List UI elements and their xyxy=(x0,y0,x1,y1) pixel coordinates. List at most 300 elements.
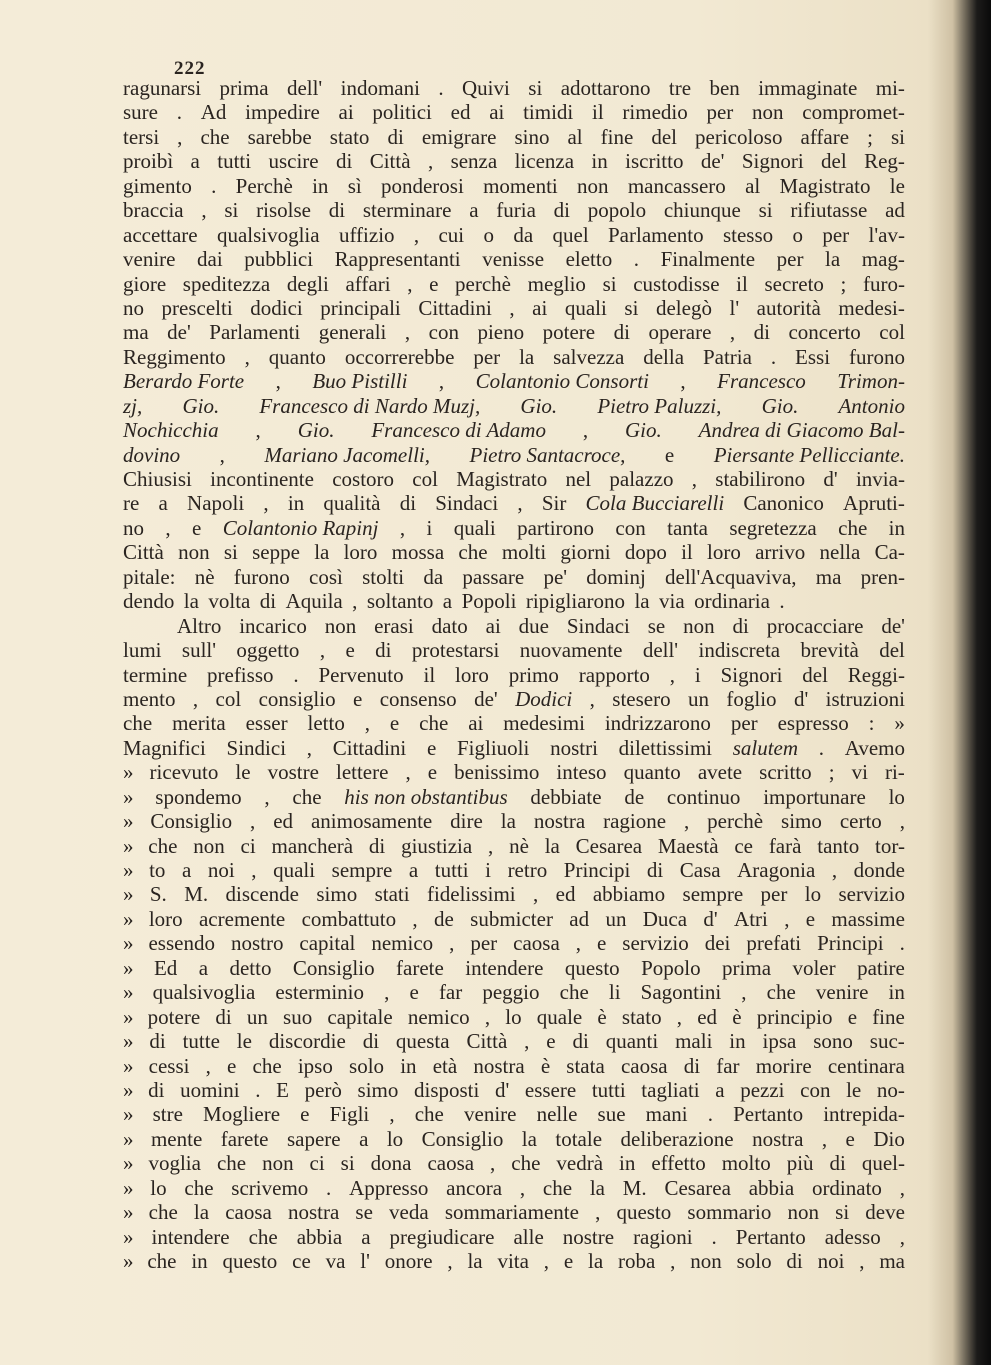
word: , xyxy=(519,1175,526,1200)
word: in xyxy=(400,1053,417,1078)
word: , xyxy=(165,515,171,540)
word: potere xyxy=(147,1004,201,1029)
word: essere xyxy=(524,1077,577,1102)
text-line xyxy=(123,272,905,296)
word: zj, xyxy=(123,393,143,418)
word: dai xyxy=(197,247,223,272)
word: eletto xyxy=(565,247,613,272)
word: Ed xyxy=(153,955,178,980)
word: , xyxy=(251,858,257,882)
word: la xyxy=(193,1200,210,1225)
word: Gio. xyxy=(625,418,662,443)
text-line xyxy=(123,1225,905,1249)
word: adesso xyxy=(824,1224,881,1249)
word: morire xyxy=(755,1053,812,1078)
word: sì xyxy=(347,173,362,198)
word: inteso xyxy=(556,760,607,785)
word: via xyxy=(659,589,685,614)
word: Ad xyxy=(200,100,227,125)
word: tor- xyxy=(875,833,905,858)
word: in xyxy=(619,1151,636,1176)
word: , xyxy=(412,906,418,931)
word: to xyxy=(149,858,166,882)
word: medesi- xyxy=(838,295,905,320)
word: così xyxy=(309,564,343,589)
word: ce xyxy=(292,1249,311,1273)
word: Francesco di Nardo Muzj, xyxy=(259,393,481,418)
word: lo xyxy=(804,882,822,907)
word: Quivi xyxy=(462,76,510,100)
word: cessi xyxy=(148,1053,190,1078)
word: . xyxy=(818,735,824,760)
word: ce xyxy=(734,833,754,858)
word: noi xyxy=(207,858,235,882)
word: un xyxy=(605,906,627,931)
text-line xyxy=(123,1029,905,1053)
word: che xyxy=(458,540,488,565)
word: per xyxy=(706,100,734,125)
word: la xyxy=(519,344,535,369)
word: l' xyxy=(729,295,740,320)
word: la xyxy=(825,247,841,272)
word: li xyxy=(608,980,621,1005)
word: non xyxy=(577,173,609,198)
word: Magistrato xyxy=(779,173,871,198)
word: un xyxy=(246,1004,268,1029)
word: venire xyxy=(123,247,176,272)
word: Principi xyxy=(563,858,631,882)
word: più xyxy=(786,1151,814,1176)
word: » xyxy=(123,1102,133,1127)
word: re xyxy=(123,491,140,516)
text-line xyxy=(123,394,905,418)
word: » xyxy=(894,711,905,736)
word: e xyxy=(847,1004,858,1029)
word: l' xyxy=(360,1249,370,1273)
word: istruzioni xyxy=(825,686,905,711)
word: indomani xyxy=(340,76,420,100)
word: non xyxy=(324,613,357,638)
word: rimedio xyxy=(622,100,688,125)
word: per xyxy=(760,882,788,907)
word: dell' xyxy=(642,638,679,663)
word: roba xyxy=(618,1249,656,1273)
word: caosa xyxy=(513,931,560,956)
word: » xyxy=(123,1053,133,1078)
word: Colantonio Rapinj xyxy=(222,515,379,540)
word: vostre xyxy=(267,760,319,785)
word: Pietro Paluzzi, xyxy=(597,393,722,418)
word: , xyxy=(219,442,225,467)
word: col xyxy=(215,686,242,711)
word: ai xyxy=(468,711,484,736)
word: combattuto xyxy=(301,906,397,931)
word: lo xyxy=(888,784,905,809)
word: i xyxy=(694,662,701,687)
word: qualità xyxy=(323,491,381,516)
word: dominj xyxy=(586,564,646,589)
word: intendere xyxy=(465,955,544,980)
word: è xyxy=(597,1004,607,1029)
word: dei xyxy=(704,931,731,956)
word: . xyxy=(770,344,777,369)
word: ri- xyxy=(884,760,905,785)
word: col xyxy=(412,467,438,491)
word: , xyxy=(250,809,256,834)
word: a xyxy=(442,589,453,614)
word: l'av- xyxy=(868,222,905,247)
word: che xyxy=(419,711,449,736)
word: ma xyxy=(815,564,842,589)
word: partirono xyxy=(517,515,595,540)
word: » xyxy=(123,1029,133,1054)
word: , xyxy=(582,418,589,443)
word: degli xyxy=(286,271,329,296)
word: immaginate xyxy=(758,76,858,100)
word: , xyxy=(405,760,411,785)
text-line xyxy=(123,516,905,540)
word: pericoloso xyxy=(695,124,783,149)
word: passare xyxy=(462,564,525,589)
word: mi- xyxy=(875,76,905,100)
word: ed xyxy=(697,1004,718,1029)
word: lo xyxy=(150,1175,167,1200)
word: caosa xyxy=(225,1200,272,1225)
word: in xyxy=(591,149,608,174)
word: Cittadini xyxy=(418,295,492,320)
word: o xyxy=(483,222,494,247)
word: Pertanto xyxy=(735,1224,806,1249)
word: di xyxy=(375,638,392,663)
word: Consiglio xyxy=(292,955,375,980)
word: stesero xyxy=(612,686,671,711)
word: continuo xyxy=(666,784,741,809)
word: , xyxy=(255,418,261,443)
word: , xyxy=(404,320,411,345)
word: . xyxy=(633,247,640,272)
word: iscritto xyxy=(625,149,684,174)
word: di xyxy=(259,589,277,614)
text-line xyxy=(123,760,905,784)
word: giustizia xyxy=(401,833,473,858)
word: » xyxy=(123,906,133,931)
word: , xyxy=(205,1053,211,1078)
word: farà xyxy=(768,833,802,858)
word: mento xyxy=(123,686,176,711)
word: Popoli xyxy=(461,589,517,614)
word: , xyxy=(490,1151,496,1176)
word: dendo xyxy=(123,589,175,614)
word: arrivo xyxy=(755,540,806,565)
word: pregiudicare xyxy=(389,1224,495,1249)
word: Gio. xyxy=(297,418,335,443)
word: donde xyxy=(853,858,905,882)
word: mag- xyxy=(861,247,905,272)
word: servizio xyxy=(838,882,905,907)
word: da xyxy=(423,564,444,589)
word: Antonio xyxy=(838,393,905,418)
word: , xyxy=(488,833,494,858)
word: ed xyxy=(450,100,471,125)
word: , xyxy=(729,320,736,345)
text-line xyxy=(123,418,905,442)
word: vita xyxy=(497,1249,529,1273)
word: sue xyxy=(597,1102,626,1127)
word: de' xyxy=(881,613,905,638)
text-line xyxy=(123,687,905,711)
word: scritto xyxy=(759,760,812,785)
word: tre xyxy=(668,76,692,100)
word: , xyxy=(427,149,434,174)
word: suc- xyxy=(869,1029,905,1054)
word: peggio xyxy=(482,980,540,1005)
word: esser xyxy=(245,711,288,736)
word: foglio xyxy=(726,686,777,711)
word: tutti xyxy=(434,858,469,882)
word: Chiusisi xyxy=(123,467,192,491)
word: di xyxy=(149,1029,166,1054)
word: submicter xyxy=(470,906,553,931)
word: volta xyxy=(208,589,251,614)
word: ma xyxy=(123,320,149,345)
word: tutte xyxy=(182,1029,220,1054)
text-line xyxy=(123,858,905,882)
word: Cesarea xyxy=(664,1175,731,1200)
word: nostra xyxy=(287,1200,340,1225)
text-line xyxy=(123,149,905,173)
word: in xyxy=(729,1029,746,1054)
word: Casa xyxy=(679,858,721,882)
word: nè xyxy=(509,833,529,858)
word: » xyxy=(123,882,133,907)
word: » xyxy=(123,1126,133,1151)
word: Essi xyxy=(795,344,831,369)
word: Sir xyxy=(541,491,567,516)
word: Cittadini xyxy=(332,735,407,760)
word: Magistrato xyxy=(456,467,548,491)
word: quali xyxy=(453,515,496,540)
word: Apruti- xyxy=(843,491,905,516)
word: adottarono xyxy=(560,76,651,100)
word: deve xyxy=(865,1200,905,1225)
word: uscire xyxy=(268,149,319,174)
word: si xyxy=(224,198,239,223)
word: no xyxy=(123,295,144,320)
word: Pertanto xyxy=(733,1102,804,1127)
word: al xyxy=(567,124,583,149)
word: esterminio xyxy=(275,980,365,1005)
word: tanto xyxy=(817,833,860,858)
word: Dodici xyxy=(515,686,573,711)
word: dopo xyxy=(624,540,667,565)
word: consenso xyxy=(379,686,457,711)
word: che xyxy=(511,1151,541,1176)
word: soltanto xyxy=(366,589,434,614)
word: , xyxy=(784,906,790,931)
word: retro xyxy=(507,858,548,882)
word: ripigliarono xyxy=(525,589,626,614)
word: nostra xyxy=(533,809,586,834)
word: di xyxy=(148,1077,165,1102)
word: rapporto xyxy=(578,662,650,687)
word: termine xyxy=(123,662,188,687)
word: E xyxy=(276,1077,289,1102)
text-line xyxy=(123,711,905,735)
word: mani xyxy=(645,1102,688,1127)
word: molti xyxy=(501,540,547,565)
word: de' xyxy=(474,686,498,711)
word: , xyxy=(201,198,207,223)
word: . xyxy=(293,662,299,687)
word: animosamente xyxy=(310,809,433,834)
word: Maestà xyxy=(657,833,719,858)
word: la xyxy=(467,1249,483,1273)
word: a xyxy=(715,1077,725,1102)
word: sure xyxy=(123,100,158,125)
word: Aragonia xyxy=(737,858,816,882)
text-line xyxy=(123,736,905,760)
word: nostro xyxy=(230,931,284,956)
word: emigrare xyxy=(421,124,497,149)
text-line xyxy=(123,980,905,1004)
word: » xyxy=(123,1004,133,1029)
word: per xyxy=(730,711,758,736)
word: noi xyxy=(817,1249,845,1273)
word: il xyxy=(681,540,693,565)
text-line xyxy=(123,1054,905,1078)
word: » xyxy=(123,931,133,956)
word: espresso xyxy=(777,711,849,736)
word: avete xyxy=(697,760,743,785)
word: his non obstantibus xyxy=(344,784,508,809)
word: sempre xyxy=(331,858,393,882)
word: nostre xyxy=(562,1224,615,1249)
word: quel xyxy=(552,222,589,247)
word: dell' xyxy=(286,76,323,100)
word: sarebbe xyxy=(247,124,312,149)
word: d' xyxy=(494,1077,510,1102)
word: simo xyxy=(357,1077,399,1102)
word: principali xyxy=(320,295,401,320)
word: , xyxy=(517,491,523,516)
word: di xyxy=(336,149,353,174)
word: servizio xyxy=(622,931,689,956)
word: discordie xyxy=(268,1029,346,1054)
word: si xyxy=(602,271,617,296)
word: di xyxy=(399,491,417,516)
word: ipso xyxy=(297,1053,333,1078)
text-line xyxy=(123,369,905,393)
word: , xyxy=(741,980,747,1005)
word: Signori xyxy=(720,662,783,687)
word: , xyxy=(595,1200,601,1225)
word: accettare xyxy=(123,222,198,247)
word: sino xyxy=(514,124,550,149)
word: furono xyxy=(848,344,905,369)
word: stata xyxy=(566,1053,605,1078)
word: » xyxy=(123,1200,133,1225)
word: e xyxy=(192,515,202,540)
word: è xyxy=(732,1004,742,1029)
word: , xyxy=(438,369,445,394)
word: salvezza xyxy=(553,344,625,369)
word: ponderosi xyxy=(380,173,464,198)
word: Pervenuto xyxy=(318,662,404,687)
word: e xyxy=(546,1029,556,1054)
word: non xyxy=(683,613,715,638)
text-line xyxy=(123,1176,905,1200)
word: Signori xyxy=(741,149,804,174)
text-line xyxy=(123,614,905,638)
word: no xyxy=(123,515,144,540)
word: certo xyxy=(839,809,882,834)
word: , xyxy=(177,124,183,149)
word: ordinato xyxy=(811,1175,882,1200)
word: prescelti xyxy=(161,295,233,320)
word: mossa xyxy=(391,540,445,565)
word: loro xyxy=(707,540,741,565)
word: intrepida- xyxy=(823,1102,905,1127)
word: di xyxy=(572,1029,589,1054)
text-line xyxy=(123,638,905,662)
word: le xyxy=(889,173,905,198)
word: di xyxy=(328,198,346,223)
word: sempre xyxy=(682,882,744,907)
text-line xyxy=(123,931,905,955)
word: che xyxy=(148,833,178,858)
word: abbia xyxy=(296,1224,343,1249)
word: al xyxy=(745,173,761,198)
word: , xyxy=(264,784,270,809)
word: Città xyxy=(123,540,164,565)
word: di xyxy=(683,1053,701,1078)
word: , xyxy=(407,271,413,296)
word: Rappresentanti xyxy=(334,247,461,272)
word: scrivemo xyxy=(231,1175,309,1200)
word: questo xyxy=(222,1249,278,1273)
word: delegò xyxy=(655,295,712,320)
text-line xyxy=(123,345,905,369)
word: quanti xyxy=(605,1029,659,1054)
word: a xyxy=(190,149,200,174)
word: Popolo xyxy=(641,955,701,980)
word: Reg- xyxy=(864,149,905,174)
text-line xyxy=(123,1200,905,1224)
word: dato xyxy=(431,613,468,638)
word: ed xyxy=(555,882,576,907)
word: un xyxy=(687,686,709,711)
word: protestarsi xyxy=(411,638,500,663)
word: a xyxy=(359,1126,369,1151)
word: a xyxy=(469,198,479,223)
word: » xyxy=(123,1175,133,1200)
word: quel- xyxy=(861,1151,905,1176)
word: non xyxy=(752,100,784,125)
word: dovino xyxy=(123,442,181,467)
word: in xyxy=(888,980,905,1005)
word: lo xyxy=(505,1004,522,1029)
word: de' xyxy=(167,320,191,345)
word: de xyxy=(433,906,454,931)
word: lettere xyxy=(335,760,389,785)
word: che xyxy=(248,1224,278,1249)
word: , xyxy=(192,686,199,711)
word: Atri xyxy=(734,906,768,931)
word: pubblici xyxy=(244,247,314,272)
word: pezzi xyxy=(740,1077,785,1102)
word: Mariano Jacomelli, xyxy=(264,442,431,467)
word: , xyxy=(669,662,675,687)
